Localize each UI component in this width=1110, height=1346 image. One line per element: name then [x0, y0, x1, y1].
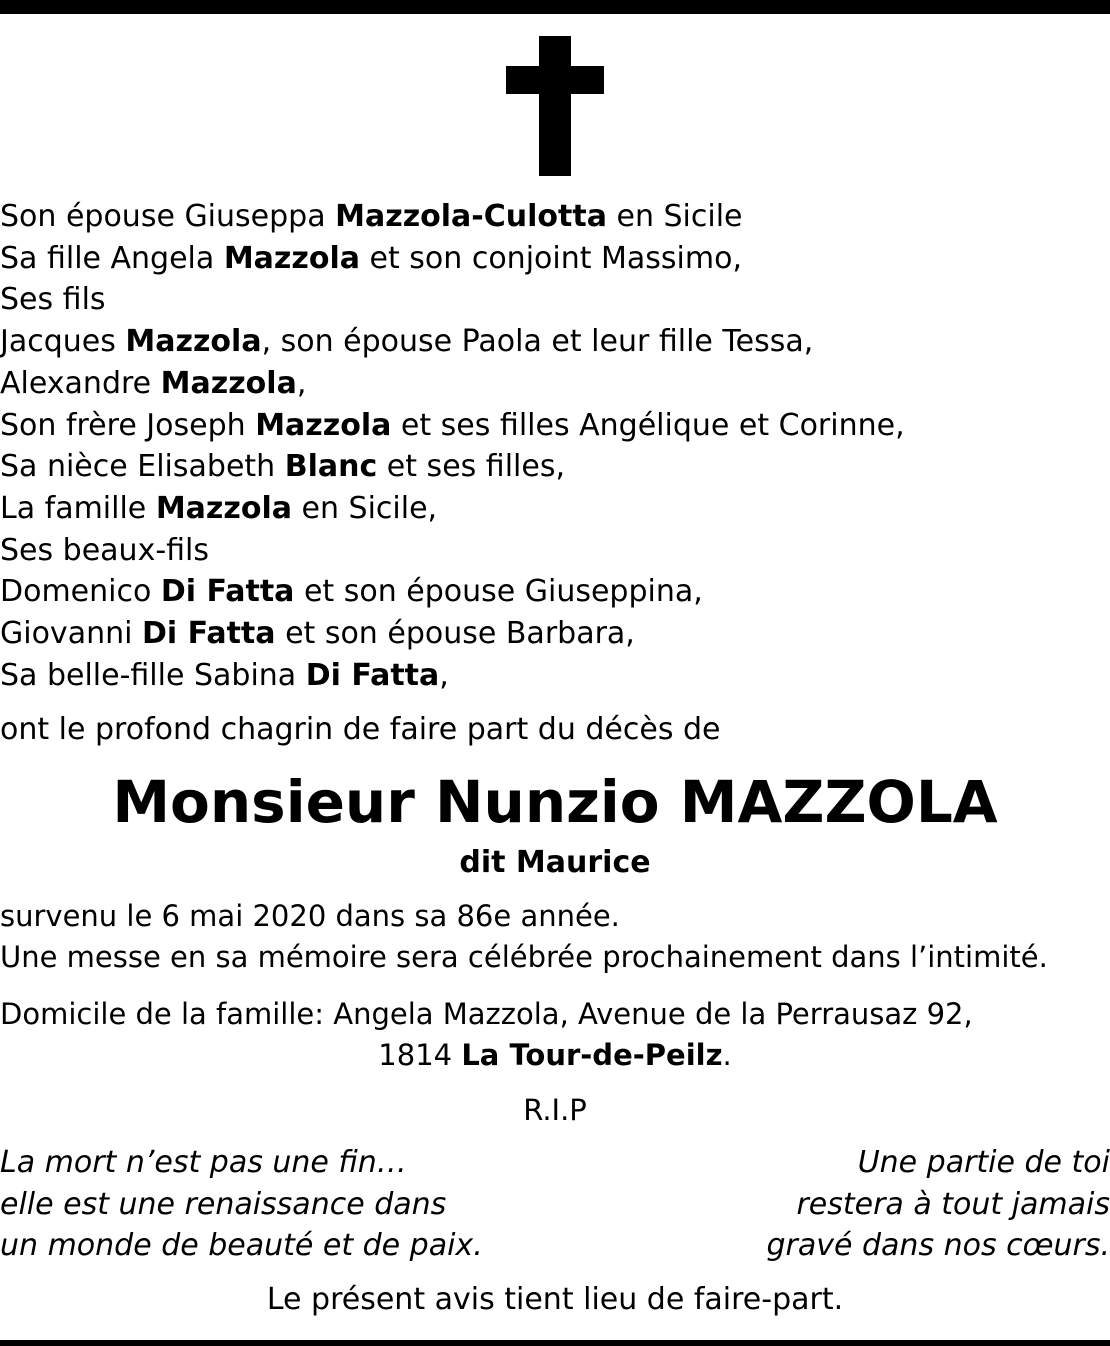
rip-text: R.I.P — [523, 1093, 587, 1127]
family-surname: Di Fatta — [305, 657, 440, 693]
poem-right-line: restera à tout jamais — [796, 1186, 1110, 1222]
family-text: en Sicile — [606, 199, 743, 234]
family-line — [0, 655, 1110, 697]
postal-code: 1814 — [378, 1038, 462, 1072]
family-surname: Blanc — [284, 449, 378, 485]
poem-left-line: un monde de beauté et de paix. — [0, 1228, 483, 1263]
family-text: Domenico — [0, 574, 161, 610]
top-rule — [0, 0, 1110, 14]
deceased-alias: dit Maurice — [459, 845, 651, 880]
family-text: Son épouse Giuseppa — [0, 199, 336, 234]
domicile-line-1: Domicile de la famille: Angela Mazzola, Avenue de la Perrausaz 92, — [0, 997, 973, 1031]
family-line — [0, 363, 1110, 405]
domicile-suffix: . — [722, 1038, 732, 1072]
family-text: , — [439, 657, 449, 693]
family-text: et son épouse Giuseppina, — [294, 574, 703, 610]
family-text: Ses beaux-fils — [0, 532, 210, 568]
bottom-rule — [0, 1340, 1110, 1346]
family-text: et ses filles Angélique et Corinne, — [391, 407, 905, 443]
family-text: Son frère Joseph — [0, 407, 256, 443]
family-line — [0, 279, 1110, 321]
family-text: Giovanni — [0, 616, 142, 652]
family-list — [0, 196, 1110, 696]
family-text: Jacques — [0, 324, 126, 360]
family-text: La famille — [0, 490, 156, 526]
family-surname: Mazzola — [160, 365, 297, 401]
family-text: Sa fille Angela — [0, 240, 224, 276]
family-surname: Mazzola — [155, 490, 292, 526]
announcement-intro: ont le profond chagrin de faire part du décès de — [0, 712, 721, 747]
family-text: et son conjoint Massimo, — [360, 240, 743, 276]
notice-text: Le présent avis tient lieu de faire-part. — [266, 1282, 844, 1317]
poem-left — [0, 1142, 483, 1267]
death-date-line: survenu le 6 mai 2020 dans sa 86e année. — [0, 899, 620, 933]
family-surname: Mazzola-Culotta — [335, 199, 607, 234]
family-line — [0, 446, 1110, 488]
family-domicile — [0, 994, 1110, 1076]
family-line — [0, 571, 1110, 613]
family-line — [0, 405, 1110, 447]
poem-left-line: elle est une renaissance dans — [0, 1186, 447, 1222]
family-text: et son épouse Barbara, — [275, 616, 635, 652]
death-info — [0, 896, 1110, 978]
family-line — [0, 196, 1110, 238]
family-surname: Di Fatta — [141, 616, 276, 652]
poem-left-line: La mort n’est pas une fin… — [0, 1145, 407, 1180]
family-text: Sa nièce Elisabeth — [0, 449, 285, 485]
family-text: Alexandre — [0, 365, 161, 401]
town: La Tour-de-Peilz — [461, 1038, 723, 1072]
family-line — [0, 321, 1110, 363]
poem-right — [767, 1142, 1110, 1267]
mass-line: Une messe en sa mémoire sera célébrée prochainement dans l’intimité. — [0, 940, 1048, 974]
family-text: Ses fils — [0, 282, 106, 318]
family-surname: Mazzola — [125, 324, 262, 360]
family-line — [0, 613, 1110, 655]
family-surname: Mazzola — [255, 407, 392, 443]
family-line — [0, 530, 1110, 572]
family-text: et ses filles, — [377, 449, 565, 485]
family-text: , — [296, 365, 307, 401]
family-text: , son épouse Paola et leur fille Tessa, — [261, 324, 814, 360]
poem-right-line: Une partie de toi — [857, 1145, 1110, 1180]
family-line — [0, 238, 1110, 280]
family-surname: Di Fatta — [160, 574, 295, 610]
poem-right-line: gravé dans nos cœurs. — [766, 1228, 1110, 1263]
cross-icon — [506, 36, 604, 176]
family-surname: Mazzola — [223, 240, 360, 276]
family-text: en Sicile, — [291, 490, 438, 526]
deceased-name: Monsieur Nunzio MAZZOLA — [112, 768, 998, 836]
domicile-line-2 — [0, 1035, 1110, 1076]
family-line — [0, 488, 1110, 530]
family-text: Sa belle-fille Sabina — [0, 657, 306, 693]
